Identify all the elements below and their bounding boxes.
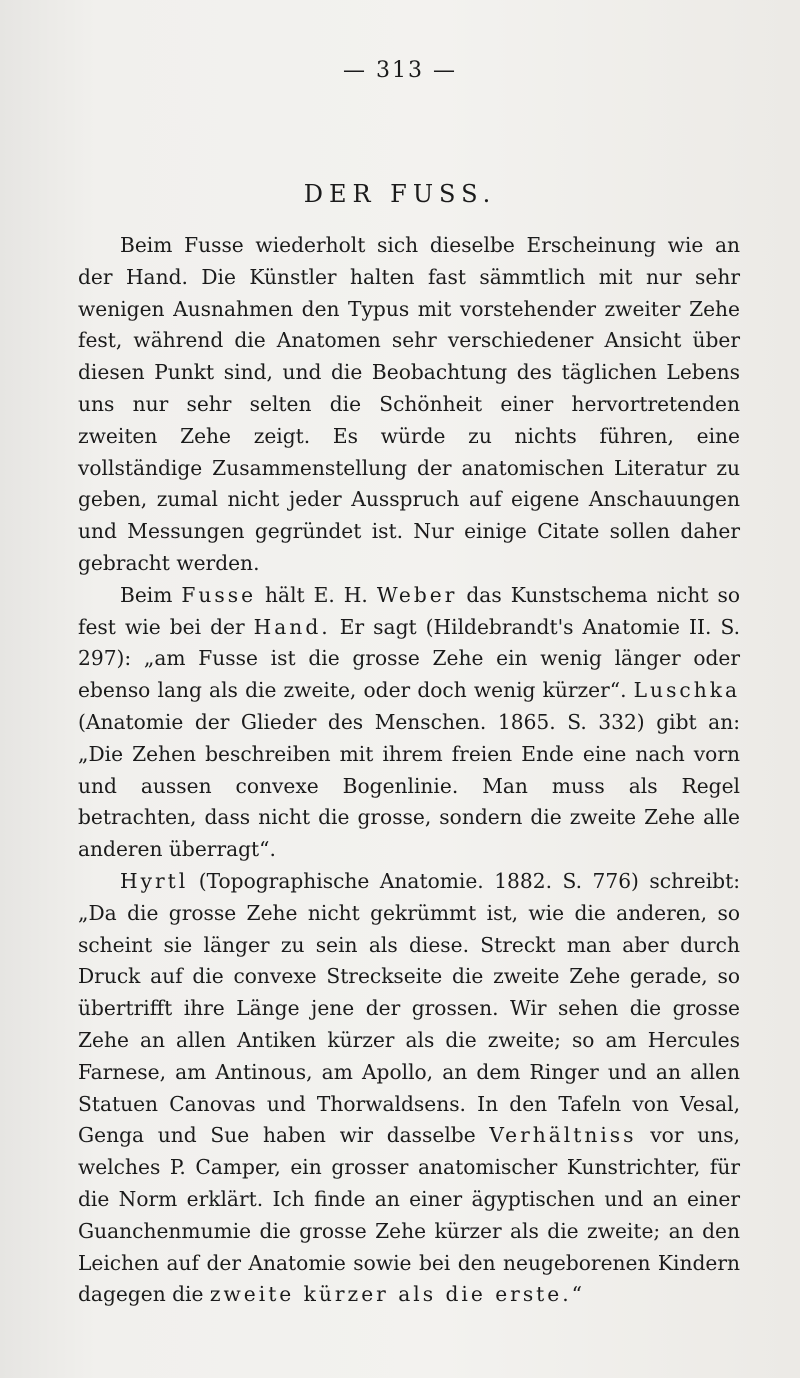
paragraph	[78, 866, 740, 1311]
text-run: (Topographische Anatomie. 1882. S. 776) schreibt: „Da die grosse Zehe nicht gekrümmt ist, wie die anderen, so scheint sie länger zu sein als diese. Streckt man aber durch Druck auf die convexe Streckseite die zweite Zehe gerade, so übertrifft ihre Länge jene der grossen. Wir sehen die grosse Zehe an allen Antiken kürzer als die zweite; so am Hercules Farnese, am Antinous, am Apollo, an dem Ringer und an allen Statuen Canovas und Thorwaldsens. In den Tafeln von Vesal, Genga und Sue haben wir dasselbe	[78, 868, 740, 1148]
body-text	[78, 230, 740, 1311]
paragraph	[78, 580, 740, 866]
paragraph	[78, 230, 740, 580]
text-run: das Kunstschema nicht so fest wie bei der	[78, 582, 740, 639]
text-run: hält E. H.	[256, 582, 377, 607]
spaced-emphasis: Fusse	[181, 582, 257, 607]
text-run: Er sagt (Hildebrandt's Anatomie II. S. 297): „am Fusse ist die grosse Zehe ein wenig länger oder ebenso lang als die zweite, oder doch wenig kürzer“.	[78, 614, 740, 703]
spaced-emphasis: Hand.	[253, 614, 331, 639]
text-run: “	[571, 1282, 582, 1307]
spaced-emphasis: Luschka	[633, 678, 740, 703]
text-run: Beim Fusse wiederholt sich dieselbe Erscheinung wie an der Hand. Die Künstler halten fast sämmtlich mit nur sehr wenigen Ausnahmen den Typus mit vorstehender zweiter Zehe fest, während die Anatomen sehr verschiedener Ansicht über diesen Punkt sind, und die Beobachtung des täglichen Lebens uns nur sehr selten die Schönheit einer hervortretenden zweiten Zehe zeigt. Es würde zu nichts führen, eine vollständige Zusammenstellung der anatomischen Literatur zu geben, zumal nicht jeder Ausspruch auf eigene Anschauungen und Messungen gegründet ist. Nur einige Citate sollen daher gebracht werden.	[78, 233, 740, 575]
text-run: Beim	[120, 582, 182, 607]
page-number: — 313 —	[343, 58, 457, 83]
spaced-emphasis: Hyrtl	[120, 868, 189, 893]
chapter-heading: DER FUSS.	[303, 180, 497, 208]
spaced-emphasis: Weber	[376, 582, 458, 607]
text-run: vor uns, welches P. Camper, ein grosser anatomischer Kunstrichter, für die Norm erklärt. Ich finde an einer ägyptischen und an einer Guanchenmumie die grosse Zehe kürzer als die zweite; an den Leichen auf der Anatomie sowie bei den neugeborenen Kindern dagegen die	[78, 1123, 740, 1307]
text-run: (Anatomie der Glieder des Menschen. 1865. S. 332) gibt an: „Die Zehen beschreiben mit ihrem freien Ende eine nach vorn und aussen convexe Bogenlinie. Man muss als Regel betrachten, dass nicht die grosse, sondern die zweite Zehe alle anderen überragt“.	[78, 709, 740, 862]
spaced-emphasis: Verhältniss	[489, 1123, 637, 1148]
spaced-emphasis: zweite kürzer als die erste.	[209, 1282, 572, 1307]
